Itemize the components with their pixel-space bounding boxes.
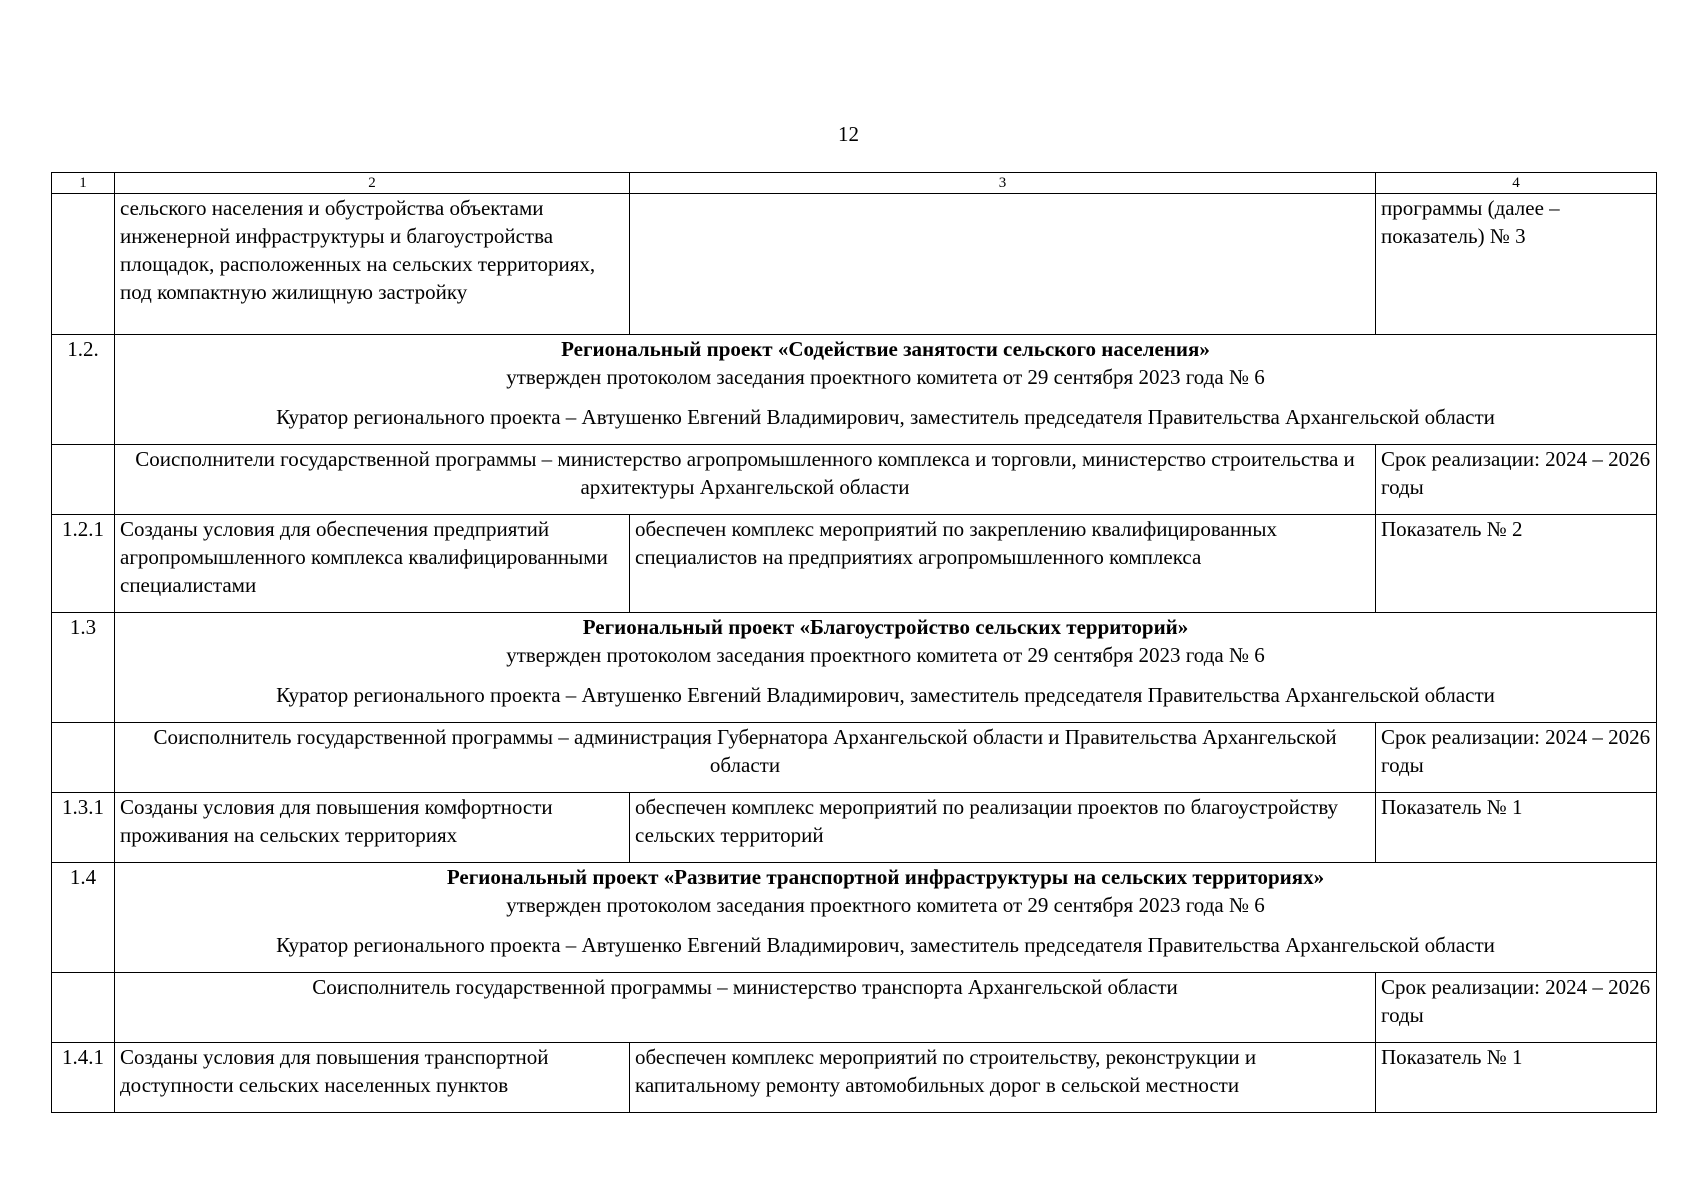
task-number: 1.4.1 [52,1043,115,1113]
project-row [52,335,1657,445]
project-row [52,613,1657,723]
task-effect: обеспечен комплекс мероприятий по строительству, реконструкции и капитальному ремонту автомобильных дорог в сельской местности [630,1043,1376,1113]
empty-cell [52,445,115,515]
project-approved: утвержден протоколом заседания проектного комитета от 29 сентября 2023 года № 6 [506,365,1265,389]
task-number: 1.2.1 [52,515,115,613]
empty-cell [52,973,115,1043]
project-term: Срок реализации: 2024 – 2026 годы [1376,723,1657,793]
task-indicator: Показатель № 2 [1376,515,1657,613]
task-text: Созданы условия для повышения комфортности проживания на сельских территориях [115,793,630,863]
executors-row [52,973,1657,1043]
project-curator: Куратор регионального проекта – Автушенко Евгений Владимирович, заместитель председателя Правительства Архангельской области [276,933,1495,957]
project-title: Региональный проект «Благоустройство сельских территорий» [582,615,1189,639]
header-col-1: 1 [52,173,115,194]
continuation-row [52,194,1657,335]
project-approved: утвержден протоколом заседания проектного комитета от 29 сентября 2023 года № 6 [506,643,1265,667]
executors-row [52,723,1657,793]
project-number: 1.2. [52,335,115,445]
task-row [52,1043,1657,1113]
header-col-4: 4 [1376,173,1657,194]
project-block [115,863,1657,973]
task-row [52,793,1657,863]
project-executors: Соисполнители государственной программы – министерство агропромышленного комплекса и торговли, министерство строительства и архитектуры Архангельской области [115,445,1376,515]
task-indicator: Показатель № 1 [1376,1043,1657,1113]
empty-cell [52,723,115,793]
project-title: Региональный проект «Развитие транспортной инфраструктуры на сельских территориях» [446,865,1325,889]
task-number: 1.3.1 [52,793,115,863]
task-effect: обеспечен комплекс мероприятий по закреплению квалифицированных специалистов на предприятиях агропромышленного комплекса [630,515,1376,613]
task-effect: обеспечен комплекс мероприятий по реализации проектов по благоустройству сельских территорий [630,793,1376,863]
project-row [52,863,1657,973]
project-term: Срок реализации: 2024 – 2026 годы [1376,973,1657,1043]
project-number: 1.3 [52,613,115,723]
continuation-num [52,194,115,335]
table-header-row [52,173,1657,194]
project-title: Региональный проект «Содействие занятости сельского населения» [561,337,1210,361]
executors-row [52,445,1657,515]
task-text: Созданы условия для повышения транспортной доступности сельских населенных пунктов [115,1043,630,1113]
project-block [115,613,1657,723]
header-col-3: 3 [630,173,1376,194]
project-block [115,335,1657,445]
project-term: Срок реализации: 2024 – 2026 годы [1376,445,1657,515]
task-text: Созданы условия для обеспечения предприятий агропромышленного комплекса квалифицированными специалистами [115,515,630,613]
project-number: 1.4 [52,863,115,973]
header-col-2: 2 [115,173,630,194]
continuation-effect [630,194,1376,335]
project-executors: Соисполнитель государственной программы – администрация Губернатора Архангельской области и Правительства Архангельской области [115,723,1376,793]
task-indicator: Показатель № 1 [1376,793,1657,863]
project-approved: утвержден протоколом заседания проектного комитета от 29 сентября 2023 года № 6 [506,893,1265,917]
project-executors: Соисполнитель государственной программы – министерство транспорта Архангельской области [115,973,1376,1043]
continuation-indicator: программы (далее – показатель) № 3 [1376,194,1657,335]
task-row [52,515,1657,613]
page-number: 12 [838,122,859,146]
program-table [51,172,1657,1113]
continuation-task: сельского населения и обустройства объектами инженерной инфраструктуры и благоустройства площадок, расположенных на сельских территориях, под компактную жилищную застройку [115,194,630,335]
project-curator: Куратор регионального проекта – Автушенко Евгений Владимирович, заместитель председателя Правительства Архангельской области [276,405,1495,429]
project-curator: Куратор регионального проекта – Автушенко Евгений Владимирович, заместитель председателя Правительства Архангельской области [276,683,1495,707]
